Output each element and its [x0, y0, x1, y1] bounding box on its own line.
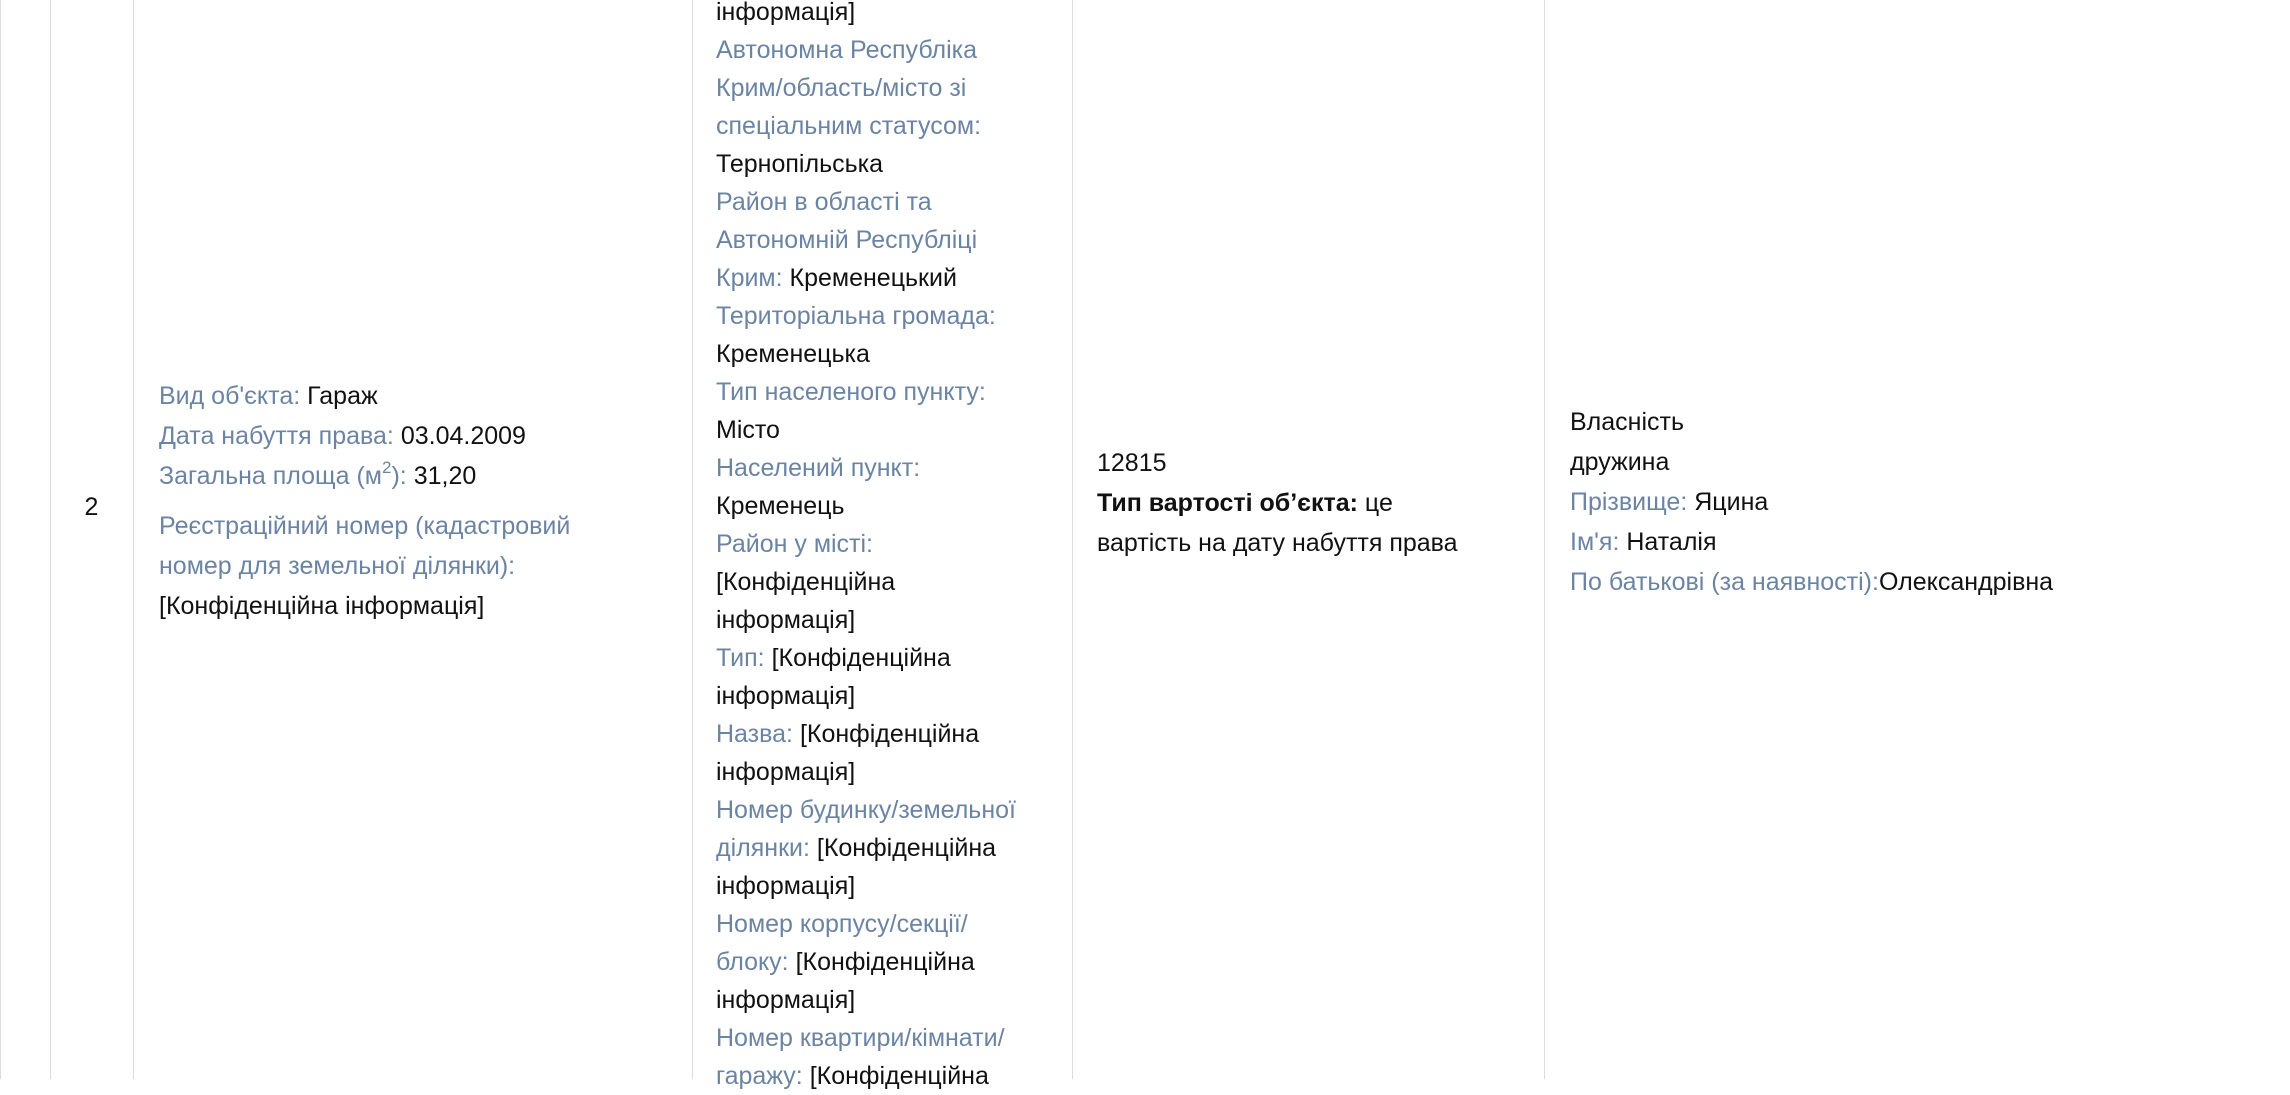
table-border-left — [0, 0, 1, 1079]
column-divider — [1544, 0, 1545, 1079]
address-apartment-number: Номер квартири/кімнати/ гаражу: [Конфіденційна — [716, 1024, 1005, 1090]
right-type: Власність — [1570, 408, 1685, 436]
owner-name: Ім'я: Наталія — [1570, 528, 1717, 556]
address-cut-value: інформація] — [716, 0, 856, 26]
cost-type: Тип вартості об’єкта: це вартість на дату набуття права — [1097, 489, 1458, 557]
cost-cell — [1097, 443, 1537, 563]
address-street-name: Назва: [Конфіденційна інформація] — [716, 720, 980, 786]
address-settlement: Населений пункт: Кременець — [716, 454, 921, 520]
row-number: 2 — [84, 493, 99, 521]
owner-surname: Прізвище: Яцина — [1570, 488, 1769, 516]
address-district: Район в області та Автономній Республіці Крим: Кременецький — [716, 188, 978, 292]
address-street-type: Тип: [Конфіденційна інформація] — [716, 644, 951, 710]
owner-cell — [1570, 402, 2270, 602]
owner-relation: дружина — [1570, 448, 1670, 476]
address-cell — [716, 0, 1066, 1095]
address-community: Територіальна громада: Кременецька — [716, 302, 996, 368]
total-area: Загальна площа $(м^2)$: 31,20 — [159, 457, 477, 490]
address-settlement-type: Тип населеного пункту: Місто — [716, 378, 986, 444]
row-number-cell — [50, 488, 133, 526]
address-region: Автономна Республіка Крим/область/місто зі спеціальним статусом: Тернопільська — [716, 36, 982, 178]
owner-patronymic: По батькові (за наявності):Олександрівна — [1570, 568, 2054, 596]
address-city-district: Район у місті: [Конфіденційна інформація] — [716, 530, 896, 634]
column-divider — [133, 0, 134, 1079]
acquisition-date: Дата набуття права: 03.04.2009 — [159, 422, 526, 450]
cost-value: 12815 — [1097, 449, 1167, 477]
column-divider — [692, 0, 693, 1079]
address-building-number: Номер корпусу/секції/ блоку: [Конфіденційна інформація] — [716, 910, 975, 1014]
column-divider — [50, 0, 51, 1079]
address-house-number: Номер будинку/земельної ділянки: [Конфіденційна інформація] — [716, 796, 1016, 900]
column-divider — [1072, 0, 1073, 1079]
object-cell — [159, 377, 679, 626]
registration-number: Реєстраційний номер (кадастровий номер для земельної ділянки): [Конфіденційна інформація] — [159, 512, 571, 620]
object-type: Вид об'єкта: Гараж — [159, 382, 378, 410]
